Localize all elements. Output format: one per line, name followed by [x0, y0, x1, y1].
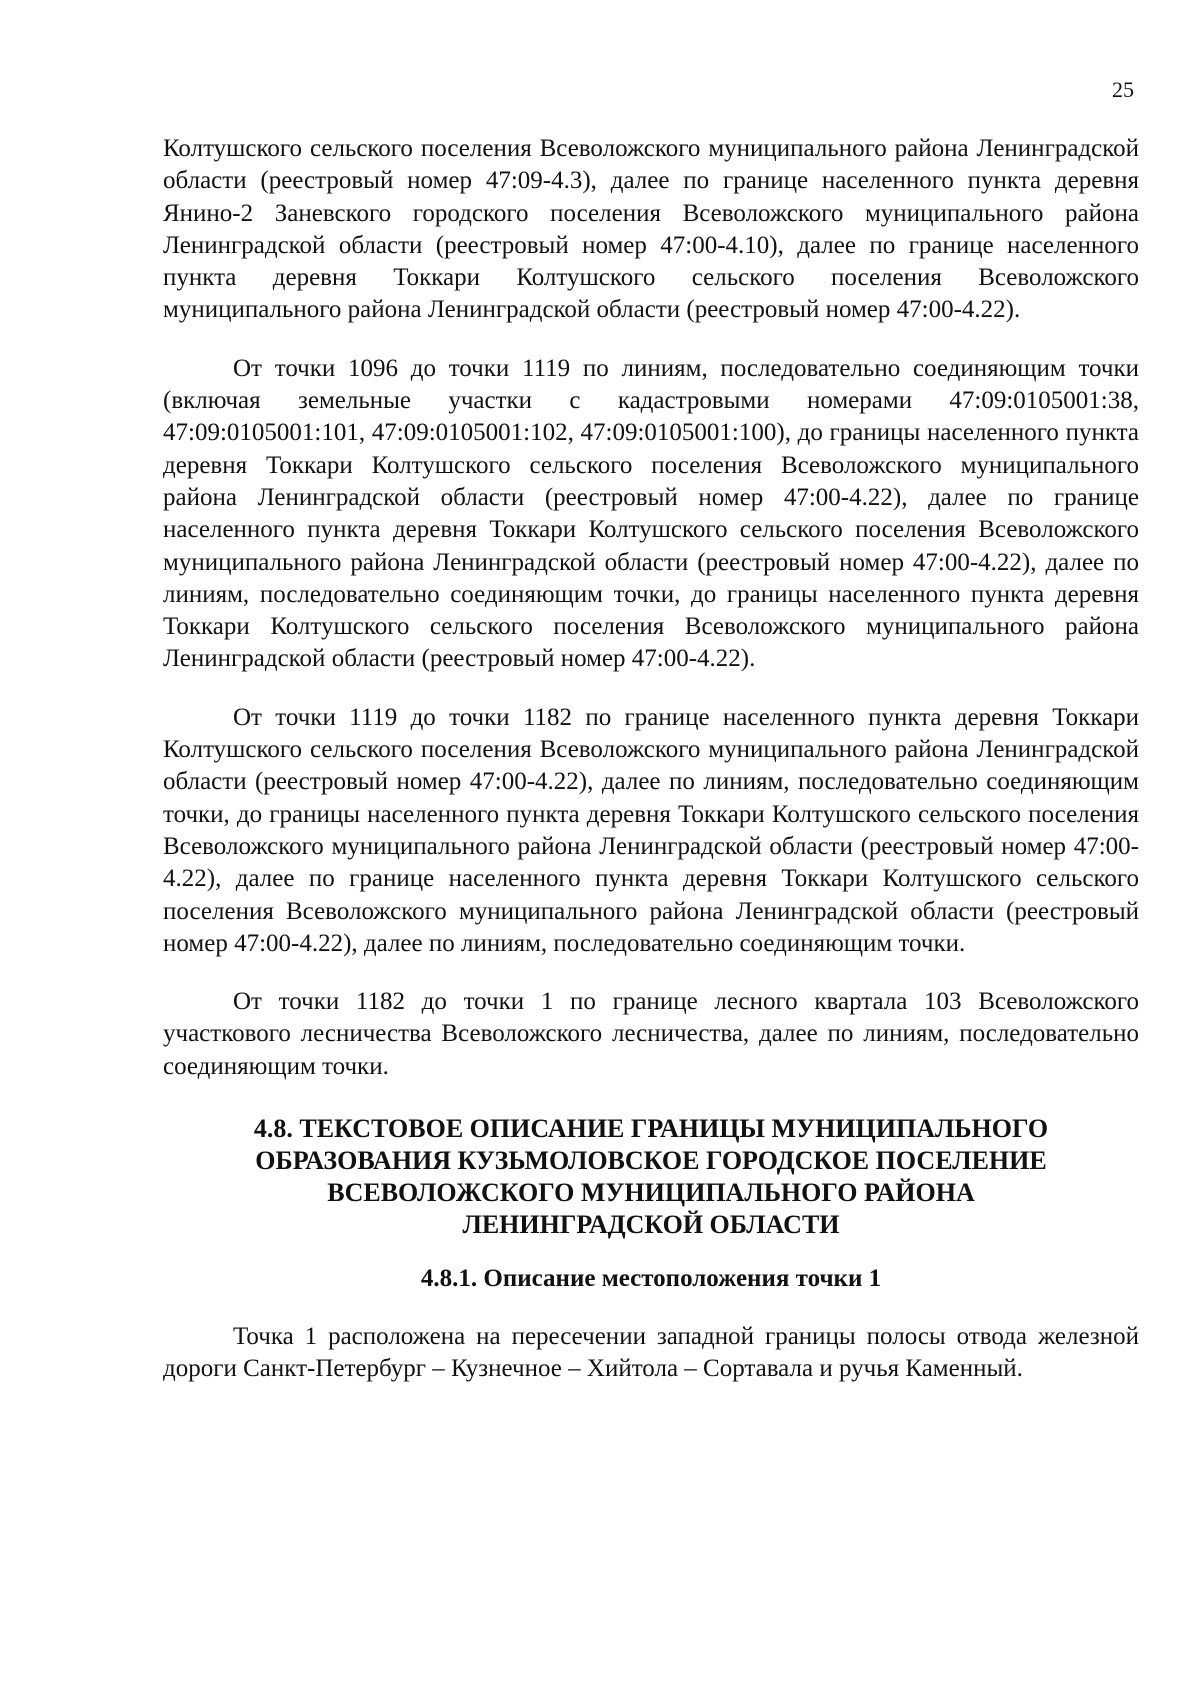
- paragraph-points-1096-1119: От точки 1096 до точки 1119 по линиям, последовательно соединяющим точки (включая земельные участки с кадастровыми номерами 47:09:0105001:38, 47:09:0105001:101, 47:09:0105001:102, 47:09:0105001:100), до границы населенного пункта деревня Токкари Колтушского сельского поселения Всеволожского муниципального района Ленинградской области (реестровый номер 47:00-4.22), далее по границе населенного пункта деревня Токкари Колтушского сельского поселения Всеволожского муниципального района Ленинградской области (реестровый номер 47:00-4.22), далее по линиям, последовательно соединяющим точки, до границы населенного пункта деревня Токкари Колтушского сельского поселения Всеволожского муниципального района Ленинградской области (реестровый номер 47:00-4.22).: [163, 354, 1139, 673]
- paragraph-points-1119-1182: От точки 1119 до точки 1182 по границе населенного пункта деревня Токкари Колтушского сельского поселения Всеволожского муниципального района Ленинградской области (реестровый номер 47:00-4.22), далее по линиям, последовательно соединяющим точки, до границы населенного пункта деревня Токкари Колтушского сельского поселения Всеволожского муниципального района Ленинградской области (реестровый номер 47:00-4.22), далее по границе населенного пункта деревня Токкари Колтушского сельского поселения Всеволожского муниципального района Ленинградской области (реестровый номер 47:00-4.22), далее по линиям, последовательно соединяющим точки.: [163, 703, 1139, 957]
- section-heading-line-4: ЛЕНИНГРАДСКОЙ ОБЛАСТИ: [462, 1210, 840, 1240]
- subsection-heading: 4.8.1. Описание местоположения точки 1: [420, 1265, 882, 1293]
- paragraph-point-1-location: Точка 1 расположена на пересечении западной границы полосы отвода железной дороги Санкт-Петербург – Кузнечное – Хийтола – Сортавала и ручья Каменный.: [163, 1323, 1139, 1383]
- section-heading-line-1: 4.8. ТЕКСТОВОЕ ОПИСАНИЕ ГРАНИЦЫ МУНИЦИПАЛЬНОГО: [253, 1114, 1049, 1144]
- paragraph-points-1182-1: От точки 1182 до точки 1 по границе лесного квартала 103 Всеволожского участкового лесничества Всеволожского лесничества, далее по линиям, последовательно соединяющим точки.: [163, 988, 1139, 1080]
- section-heading: [163, 1113, 1139, 1241]
- page-content: [163, 133, 1139, 1386]
- page-number: 25: [1112, 77, 1134, 102]
- paragraph-continuation: Колтушского сельского поселения Всеволожского муниципального района Ленинградской области (реестровый номер 47:09-4.3), далее по границе населенного пункта деревня Янино-2 Заневского городского поселения Всеволожского муниципального района Ленинградской области (реестровый номер 47:00-4.10), далее по границе населенного пункта деревня Токкари Колтушского сельского поселения Всеволожского муниципального района Ленинградской области (реестровый номер 47:00-4.22).: [163, 135, 1139, 324]
- section-heading-line-2: ОБРАЗОВАНИЯ КУЗЬМОЛОВСКОЕ ГОРОДСКОЕ ПОСЕЛЕНИЕ: [255, 1146, 1047, 1176]
- section-heading-line-3: ВСЕВОЛОЖСКОГО МУНИЦИПАЛЬНОГО РАЙОНА: [327, 1178, 975, 1208]
